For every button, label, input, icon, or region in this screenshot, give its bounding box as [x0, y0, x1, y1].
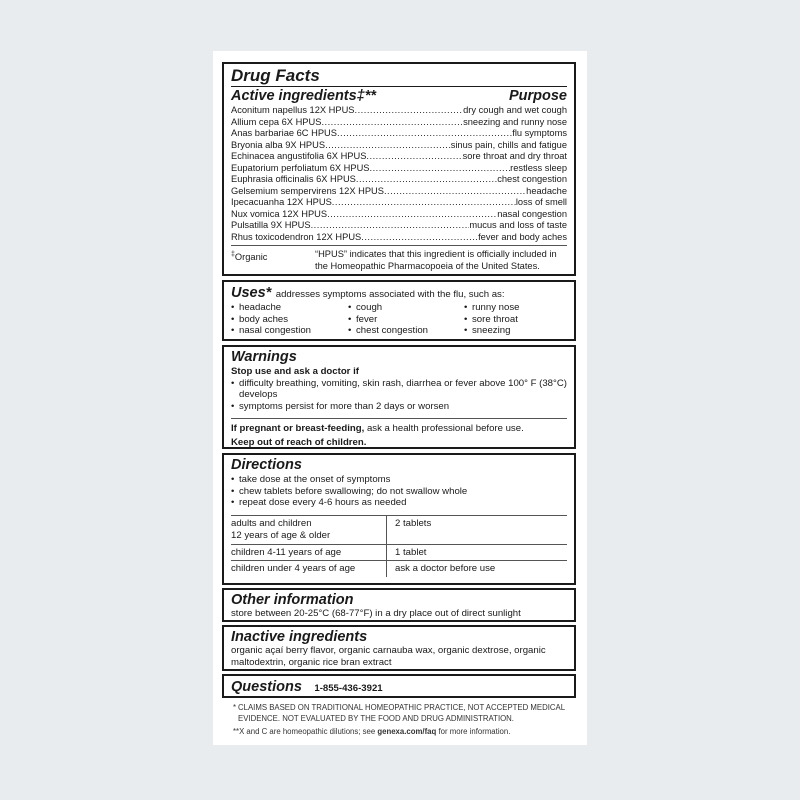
ingredient-list: [231, 105, 567, 243]
dilution-pre: **X and C are homeopathic dilutions; see: [233, 727, 376, 736]
ingredient-row: [231, 128, 567, 140]
warnings-box: [222, 345, 576, 449]
purpose-heading: Purpose: [508, 88, 567, 104]
active-ingredients-box: [222, 62, 576, 276]
ingredient-purpose: mucus and loss of taste: [469, 220, 567, 230]
table-row: [231, 516, 567, 544]
ingredient-row: [231, 105, 567, 117]
uses-column-1: [231, 302, 348, 337]
ingredient-name: Bryonia alba 9X HPUS: [231, 139, 326, 150]
organic-note: [231, 249, 315, 272]
ingredient-purpose: restless sleep: [510, 162, 567, 173]
title-divider: [231, 86, 567, 87]
hpus-footnote: [231, 249, 567, 272]
ingredient-purpose: flu symptoms: [512, 128, 567, 138]
list-item: • take dose at the onset of symptoms: [231, 474, 567, 486]
dot-leader: [384, 186, 526, 198]
dot-leader: [337, 128, 512, 140]
inactive-box: [222, 625, 576, 671]
other-info-heading: Other information: [231, 592, 354, 608]
pregnant-bold: If pregnant or breast-feeding,: [231, 422, 365, 434]
ingredient-purpose: sore throat and dry throat: [462, 151, 567, 161]
phone-number: 1-855-436-3921: [314, 683, 383, 694]
directions-list: [231, 474, 567, 509]
list-item: • runny nose: [464, 302, 519, 314]
warnings-list: [231, 378, 567, 413]
dot-leader: [356, 174, 497, 186]
age-cell: adults and children 12 years of age & older: [231, 516, 387, 544]
ingredient-purpose: dry cough and wet cough: [463, 105, 567, 115]
ingredient-row: [231, 117, 567, 129]
ingredient-name: Pulsatilla 9X HPUS: [231, 220, 311, 230]
keep-out-text: Keep out of reach of children.: [231, 436, 367, 448]
dot-leader: [332, 197, 516, 209]
ingredient-name: Echinacea angustifolia 6X HPUS: [231, 151, 367, 161]
ingredient-name: Allium cepa 6X HPUS: [231, 116, 322, 127]
claims-text: CLAIMS BASED ON TRADITIONAL HOMEOPATHIC PRACTICE, NOT ACCEPTED MEDICAL EVIDENCE. NOT EVALUATED BY THE FOOD AND DRUG ADMINISTRATION.: [238, 703, 565, 723]
dilution-note: [233, 727, 577, 738]
drug-facts-label: [213, 51, 587, 745]
ingredient-row: [231, 140, 567, 152]
questions-heading: Questions: [231, 679, 302, 695]
list-item: • cough: [348, 302, 464, 314]
ingredient-row: [231, 163, 567, 175]
list-item: • chest congestion: [348, 325, 464, 337]
hpus-note: “HPUS” indicates that this ingredient is officially included in the Homeopathic Pharmacopoeia of the United States.: [315, 249, 557, 271]
claims-note: [233, 703, 577, 724]
ingredient-purpose: headache: [526, 185, 567, 196]
faq-link[interactable]: genexa.com/faq: [377, 727, 437, 736]
ingredient-name: Eupatorium perfoliatum 6X HPUS: [231, 162, 370, 173]
uses-column-3: [464, 302, 519, 337]
dot-leader: [369, 163, 510, 175]
ingredient-purpose: fever and body aches: [478, 231, 567, 242]
age-cell: children 4-11 years of age: [231, 544, 387, 561]
uses-columns: [231, 302, 567, 337]
ingredient-row: [231, 209, 567, 221]
dot-leader: [321, 117, 463, 129]
ingredient-row: [231, 151, 567, 163]
list-item: • symptoms persist for more than 2 days or worsen: [231, 401, 567, 413]
ingredient-purpose: sinus pain, chills and fatigue: [450, 139, 567, 150]
ingredient-divider: [231, 245, 567, 246]
questions-box: [222, 674, 576, 698]
warnings-heading: Warnings: [231, 349, 297, 365]
list-item: • headache: [231, 302, 348, 314]
ingredient-name: Rhus toxicodendron 12X HPUS: [231, 231, 362, 242]
uses-header: [231, 284, 567, 302]
dose-cell: 2 tablets: [387, 516, 568, 544]
list-item: • body aches: [231, 314, 348, 326]
list-item: • nasal congestion: [231, 325, 348, 337]
ingredient-row: [231, 174, 567, 186]
ingredient-row: [231, 232, 567, 244]
warnings-divider: [231, 418, 567, 419]
ingredient-row: [231, 220, 567, 232]
table-row: [231, 561, 567, 577]
dot-leader: [327, 209, 497, 221]
dot-leader: [361, 232, 478, 244]
ingredient-name: Ipecacuanha 12X HPUS: [231, 197, 332, 207]
ingredient-name: Nux vomica 12X HPUS: [231, 208, 328, 219]
directions-box: [222, 453, 576, 585]
list-item: • fever: [348, 314, 464, 326]
dose-cell: ask a doctor before use: [387, 561, 568, 577]
dot-leader: [355, 105, 464, 117]
dot-leader: [311, 220, 470, 232]
ingredient-purpose: sneezing and runny nose: [463, 116, 567, 127]
ingredient-name: Anas barbariae 6C HPUS: [231, 128, 337, 138]
list-item: • repeat dose every 4-6 hours as needed: [231, 497, 567, 509]
list-item: • sneezing: [464, 325, 519, 337]
uses-column-2: [348, 302, 464, 337]
list-item: • difficulty breathing, vomiting, skin rash, diarrhea or fever above 100° F (38°C) develops: [231, 378, 567, 401]
inactive-heading: Inactive ingredients: [231, 629, 368, 645]
footer-notes: [233, 703, 577, 738]
ingredient-purpose: loss of smell: [515, 197, 567, 207]
double-dagger-mark: ‡: [231, 251, 235, 258]
ingredient-purpose: nasal congestion: [497, 208, 567, 219]
pregnant-rest: ask a health professional before use.: [366, 422, 524, 434]
dosage-table: [231, 515, 567, 577]
storage-text: store between 20-25°C (68-77°F) in a dry place out of direct sunlight: [231, 608, 521, 619]
ingredient-row: [231, 197, 567, 209]
age-cell: children under 4 years of age: [231, 561, 387, 577]
ingredient-name: Gelsemium sempervirens 12X HPUS: [231, 185, 384, 196]
uses-intro: addresses symptoms associated with the flu, such as:: [275, 289, 505, 300]
dilution-post: for more information.: [438, 727, 511, 736]
list-item: • chew tablets before swallowing; do not swallow whole: [231, 486, 567, 498]
asterisk-mark: *: [233, 703, 237, 712]
list-item: • sore throat: [464, 314, 519, 326]
pregnant-warning: [231, 423, 567, 435]
directions-heading: Directions: [231, 457, 302, 473]
inactive-text: organic açaí berry flavor, organic carnauba wax, organic dextrose, organic maltodextrin, organic rice bran extract: [231, 645, 546, 668]
table-row: [231, 544, 567, 561]
organic-label: Organic: [234, 252, 268, 263]
ingredient-row: [231, 186, 567, 198]
drug-facts-title: Drug Facts: [231, 66, 320, 85]
uses-heading: Uses*: [231, 285, 272, 301]
dose-cell: 1 tablet: [387, 544, 568, 561]
active-ingredients-heading: Active ingredients‡**: [231, 88, 377, 104]
ingredient-purpose: chest congestion: [497, 174, 567, 184]
dot-leader: [366, 151, 462, 163]
stop-use-text: Stop use and ask a doctor if: [231, 366, 359, 377]
uses-box: [222, 280, 576, 341]
other-info-box: [222, 588, 576, 622]
ingredient-name: Aconitum napellus 12X HPUS: [231, 105, 355, 115]
dot-leader: [325, 140, 451, 152]
active-header: [231, 88, 567, 104]
ingredient-name: Euphrasia officinalis 6X HPUS: [231, 174, 356, 184]
